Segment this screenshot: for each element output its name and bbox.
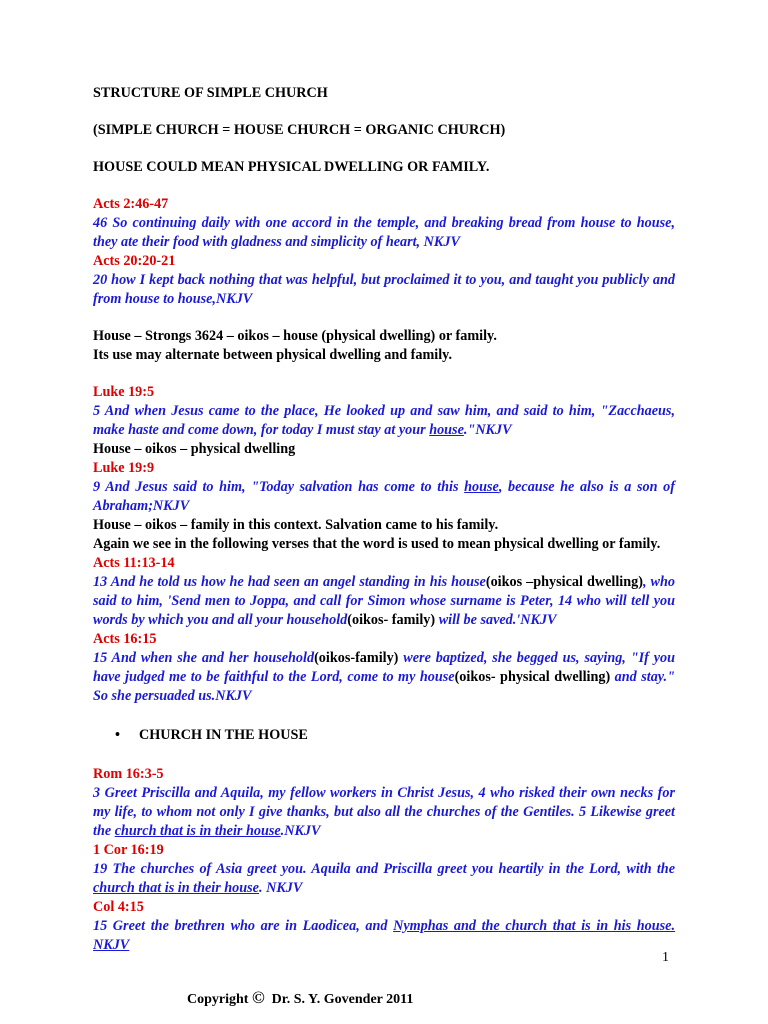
verse-col-4: 15 Greet the brethren who are in Laodicea, and Nymphas and the church that is in his house. NKJV	[93, 918, 675, 953]
note-again: Again we see in the following verses that the word is used to mean physical dwelling or family.	[93, 536, 661, 552]
document-title: STRUCTURE OF SIMPLE CHURCH	[93, 85, 328, 101]
copyright-icon: ©	[251, 988, 265, 1007]
document-page	[93, 84, 675, 955]
ref-acts-2: Acts 2:46-47	[93, 196, 169, 212]
ref-acts-16: Acts 16:15	[93, 631, 157, 647]
verse-acts-16: 15 And when she and her household(oikos-family) were baptized, she begged us, saying, "If you have judged me to be faithful to the Lord, come to my house(oikos- physical dwelling) and stay." So she persuaded us.NKJV	[93, 650, 675, 704]
ref-luke-19-5: Luke 19:5	[93, 384, 155, 400]
strongs-definition: House – Strongs 3624 – oikos – house (physical dwelling) or family.	[93, 328, 497, 344]
bullet-icon: •	[115, 727, 120, 743]
intro-line: HOUSE COULD MEAN PHYSICAL DWELLING OR FAMILY.	[93, 159, 490, 175]
bullet-heading: • CHURCH IN THE HOUSE	[115, 727, 308, 743]
copyright-footer: Copyright © Dr. S. Y. Govender 2011	[187, 988, 414, 1007]
page-number: 1	[662, 950, 669, 965]
note-luke-19-9: House – oikos – family in this context. Salvation came to his family.	[93, 517, 499, 533]
verse-luke-19-9: 9 And Jesus said to him, "Today salvation has come to this house, because he also is a son of Abraham;NKJV	[93, 479, 675, 514]
verse-acts-20: 20 how I kept back nothing that was helpful, but proclaimed it to you, and taught you publicly and from house to house,NKJV	[93, 272, 675, 307]
underlined-word: house	[429, 422, 464, 438]
verse-acts-11: 13 And he told us how he had seen an angel standing in his house(oikos –physical dwelling), who said to him, 'Send men to Joppa, and call for Simon whose surname is Peter, 14 who will tell you words by which you and all your household(oikos- family) will be saved.'NKJV	[93, 574, 675, 628]
ref-acts-20: Acts 20:20-21	[93, 253, 176, 269]
ref-col-4: Col 4:15	[93, 899, 144, 915]
verse-acts-2: 46 So continuing daily with one accord in the temple, and breaking bread from house to house, they ate their food with gladness and simplicity of heart, NKJV	[93, 215, 675, 250]
document-subtitle: (SIMPLE CHURCH = HOUSE CHURCH = ORGANIC CHURCH)	[93, 122, 506, 138]
verse-luke-19-5: 5 And when Jesus came to the place, He looked up and saw him, and said to him, "Zacchaeus, make haste and come down, for today I must stay at your house."NKJV	[93, 403, 675, 438]
ref-acts-11: Acts 11:13-14	[93, 555, 175, 571]
underlined-word: house	[464, 479, 499, 495]
ref-luke-19-9: Luke 19:9	[93, 460, 155, 476]
ref-1-cor-16: 1 Cor 16:19	[93, 842, 164, 858]
verse-rom-16: 3 Greet Priscilla and Aquila, my fellow workers in Christ Jesus, 4 who risked their own necks for my life, to whom not only I give thanks, but also all the churches of the Gentiles. 5 Likewise greet the church that is in their house.NKJV	[93, 785, 675, 839]
ref-rom-16: Rom 16:3-5	[93, 766, 164, 782]
note-luke-19-5: House – oikos – physical dwelling	[93, 441, 296, 457]
strongs-usage: Its use may alternate between physical dwelling and family.	[93, 347, 453, 363]
verse-1-cor-16: 19 The churches of Asia greet you. Aquila and Priscilla greet you heartily in the Lord, with the church that is in their house. NKJV	[93, 861, 675, 896]
